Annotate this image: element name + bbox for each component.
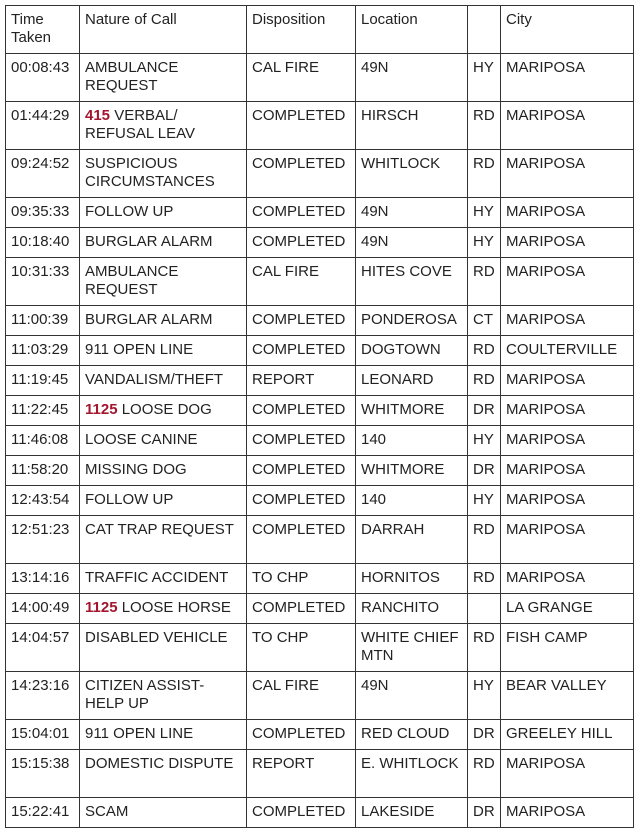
call-code: 1125 [85,401,118,418]
cell-street-suffix: HY [468,228,501,258]
cell-location: WHITE CHIEF MTN [356,624,468,672]
cell-city: MARIPOSA [501,396,634,426]
cell-disposition: COMPLETED [247,102,356,150]
cell-disposition: TO CHP [247,564,356,594]
cell-nature [80,150,247,198]
cell-nature [80,486,247,516]
call-nature-text: AMBULANCE REQUEST [85,263,183,298]
cell-disposition: COMPLETED [247,516,356,564]
cell-time: 15:04:01 [6,720,80,750]
table-row [6,456,634,486]
table-row [6,672,634,720]
cell-time: 11:46:08 [6,426,80,456]
call-nature-text: VERBAL/ REFUSAL LEAV [85,107,196,142]
cell-location: LAKESIDE [356,798,468,828]
header-location: Location [356,6,468,54]
table-row [6,516,634,564]
cell-time: 12:51:23 [6,516,80,564]
cell-location: WHITMORE [356,396,468,426]
cell-city: MARIPOSA [501,516,634,564]
cell-time: 15:22:41 [6,798,80,828]
cell-time: 10:31:33 [6,258,80,306]
cell-street-suffix: DR [468,456,501,486]
call-nature-text: 911 OPEN LINE [85,725,194,742]
cell-city: MARIPOSA [501,198,634,228]
table-row [6,306,634,336]
table-row [6,198,634,228]
cell-nature [80,720,247,750]
cell-city: MARIPOSA [501,456,634,486]
cell-nature [80,258,247,306]
cell-time: 14:04:57 [6,624,80,672]
cell-disposition: REPORT [247,366,356,396]
cell-time: 14:00:49 [6,594,80,624]
cell-nature [80,456,247,486]
cell-time: 11:58:20 [6,456,80,486]
cell-location: LEONARD [356,366,468,396]
call-nature-text: CITIZEN ASSIST- HELP UP [85,677,209,712]
table-row [6,426,634,456]
cell-city: MARIPOSA [501,486,634,516]
cell-time: 11:00:39 [6,306,80,336]
cell-street-suffix: RD [468,336,501,366]
table-row [6,336,634,366]
cell-nature [80,798,247,828]
cell-nature [80,228,247,258]
cell-street-suffix: HY [468,426,501,456]
cell-city: MARIPOSA [501,426,634,456]
call-nature-text: BURGLAR ALARM [85,233,213,250]
cell-disposition: COMPLETED [247,486,356,516]
cell-nature [80,306,247,336]
table-row [6,102,634,150]
call-nature-text: CAT TRAP REQUEST [85,521,234,538]
cell-location: 49N [356,672,468,720]
cell-location: 140 [356,426,468,456]
call-nature-text: TRAFFIC ACCIDENT [85,569,229,586]
table-row [6,594,634,624]
cell-nature [80,624,247,672]
cell-time: 11:19:45 [6,366,80,396]
cell-location: DARRAH [356,516,468,564]
cell-nature [80,672,247,720]
cell-disposition: COMPLETED [247,396,356,426]
call-nature-text: MISSING DOG [85,461,187,478]
call-nature-text: LOOSE HORSE [117,599,231,616]
cell-time: 09:24:52 [6,150,80,198]
cell-disposition: REPORT [247,750,356,798]
cell-nature [80,750,247,798]
cell-location: HITES COVE [356,258,468,306]
cell-disposition: COMPLETED [247,798,356,828]
cell-street-suffix: RD [468,102,501,150]
cell-time: 01:44:29 [6,102,80,150]
table-row [6,150,634,198]
table-row [6,564,634,594]
call-nature-text: LOOSE DOG [117,401,212,418]
cell-time: 13:14:16 [6,564,80,594]
cell-time: 11:03:29 [6,336,80,366]
table-row [6,396,634,426]
cell-nature [80,594,247,624]
cell-location: WHITMORE [356,456,468,486]
cell-city: FISH CAMP [501,624,634,672]
table-row [6,258,634,306]
cell-city: MARIPOSA [501,258,634,306]
cell-location: 49N [356,54,468,102]
call-nature-text: AMBULANCE REQUEST [85,59,183,94]
call-nature-text: SUSPICIOUS CIRCUMSTANCES [85,155,215,190]
cell-nature [80,426,247,456]
cell-city: LA GRANGE [501,594,634,624]
cell-city: MARIPOSA [501,150,634,198]
cell-nature [80,198,247,228]
cell-location: RANCHITO [356,594,468,624]
cell-street-suffix: HY [468,672,501,720]
cell-time: 14:23:16 [6,672,80,720]
cell-city: MARIPOSA [501,228,634,258]
cell-street-suffix: HY [468,54,501,102]
table-row [6,720,634,750]
cell-disposition: COMPLETED [247,150,356,198]
cell-street-suffix: RD [468,624,501,672]
cell-location: WHITLOCK [356,150,468,198]
cell-city: GREELEY HILL [501,720,634,750]
cell-street-suffix: RD [468,150,501,198]
cell-disposition: CAL FIRE [247,672,356,720]
call-code: 1125 [85,599,118,616]
call-nature-text: LOOSE CANINE [85,431,198,448]
cell-disposition: COMPLETED [247,456,356,486]
header-street-suffix [468,6,501,54]
cell-nature [80,564,247,594]
cell-time: 00:08:43 [6,54,80,102]
call-nature-text: 911 OPEN LINE [85,341,194,358]
cell-location: DOGTOWN [356,336,468,366]
call-code: 415 [85,107,111,124]
cell-location: PONDEROSA [356,306,468,336]
cell-city: MARIPOSA [501,366,634,396]
table-row [6,798,634,828]
cell-time: 10:18:40 [6,228,80,258]
cell-street-suffix: RD [468,516,501,564]
cell-nature [80,102,247,150]
cell-nature [80,366,247,396]
cell-nature [80,54,247,102]
table-row [6,54,634,102]
call-nature-text: SCAM [85,803,129,820]
cell-time: 15:15:38 [6,750,80,798]
cell-time: 11:22:45 [6,396,80,426]
cell-street-suffix: DR [468,798,501,828]
table-row [6,486,634,516]
cell-disposition: COMPLETED [247,336,356,366]
header-city: City [501,6,634,54]
cell-disposition: TO CHP [247,624,356,672]
cell-time: 12:43:54 [6,486,80,516]
cell-street-suffix: HY [468,198,501,228]
call-nature-text: FOLLOW UP [85,491,174,508]
cell-city: MARIPOSA [501,564,634,594]
cell-city: MARIPOSA [501,306,634,336]
cell-disposition: CAL FIRE [247,258,356,306]
cell-disposition: COMPLETED [247,198,356,228]
call-log-table [5,5,634,828]
cell-disposition: CAL FIRE [247,54,356,102]
header-nature-of-call: Nature of Call [80,6,247,54]
cell-street-suffix [468,594,501,624]
cell-location: 140 [356,486,468,516]
call-nature-text: VANDALISM/THEFT [85,371,224,388]
cell-city: BEAR VALLEY [501,672,634,720]
cell-disposition: COMPLETED [247,426,356,456]
table-row [6,750,634,798]
cell-nature [80,336,247,366]
cell-city: MARIPOSA [501,750,634,798]
cell-disposition: COMPLETED [247,228,356,258]
cell-street-suffix: DR [468,720,501,750]
call-nature-text: DOMESTIC DISPUTE [85,755,234,772]
cell-location: HIRSCH [356,102,468,150]
header-row [6,6,634,54]
header-disposition: Disposition [247,6,356,54]
cell-location: RED CLOUD [356,720,468,750]
cell-location: HORNITOS [356,564,468,594]
cell-disposition: COMPLETED [247,720,356,750]
cell-nature [80,516,247,564]
table-row [6,366,634,396]
cell-location: 49N [356,228,468,258]
cell-street-suffix: DR [468,396,501,426]
cell-city: MARIPOSA [501,54,634,102]
cell-city: COULTERVILLE [501,336,634,366]
cell-nature [80,396,247,426]
cell-city: MARIPOSA [501,798,634,828]
call-nature-text: DISABLED VEHICLE [85,629,228,646]
cell-street-suffix: CT [468,306,501,336]
table-row [6,228,634,258]
cell-street-suffix: RD [468,564,501,594]
cell-location: E. WHITLOCK [356,750,468,798]
header-time-taken: Time Taken [6,6,80,54]
cell-street-suffix: RD [468,366,501,396]
cell-street-suffix: RD [468,258,501,306]
call-nature-text: FOLLOW UP [85,203,174,220]
cell-disposition: COMPLETED [247,594,356,624]
cell-disposition: COMPLETED [247,306,356,336]
table-row [6,624,634,672]
cell-street-suffix: HY [468,486,501,516]
cell-location: 49N [356,198,468,228]
cell-street-suffix: RD [468,750,501,798]
cell-time: 09:35:33 [6,198,80,228]
call-nature-text: BURGLAR ALARM [85,311,213,328]
cell-city: MARIPOSA [501,102,634,150]
